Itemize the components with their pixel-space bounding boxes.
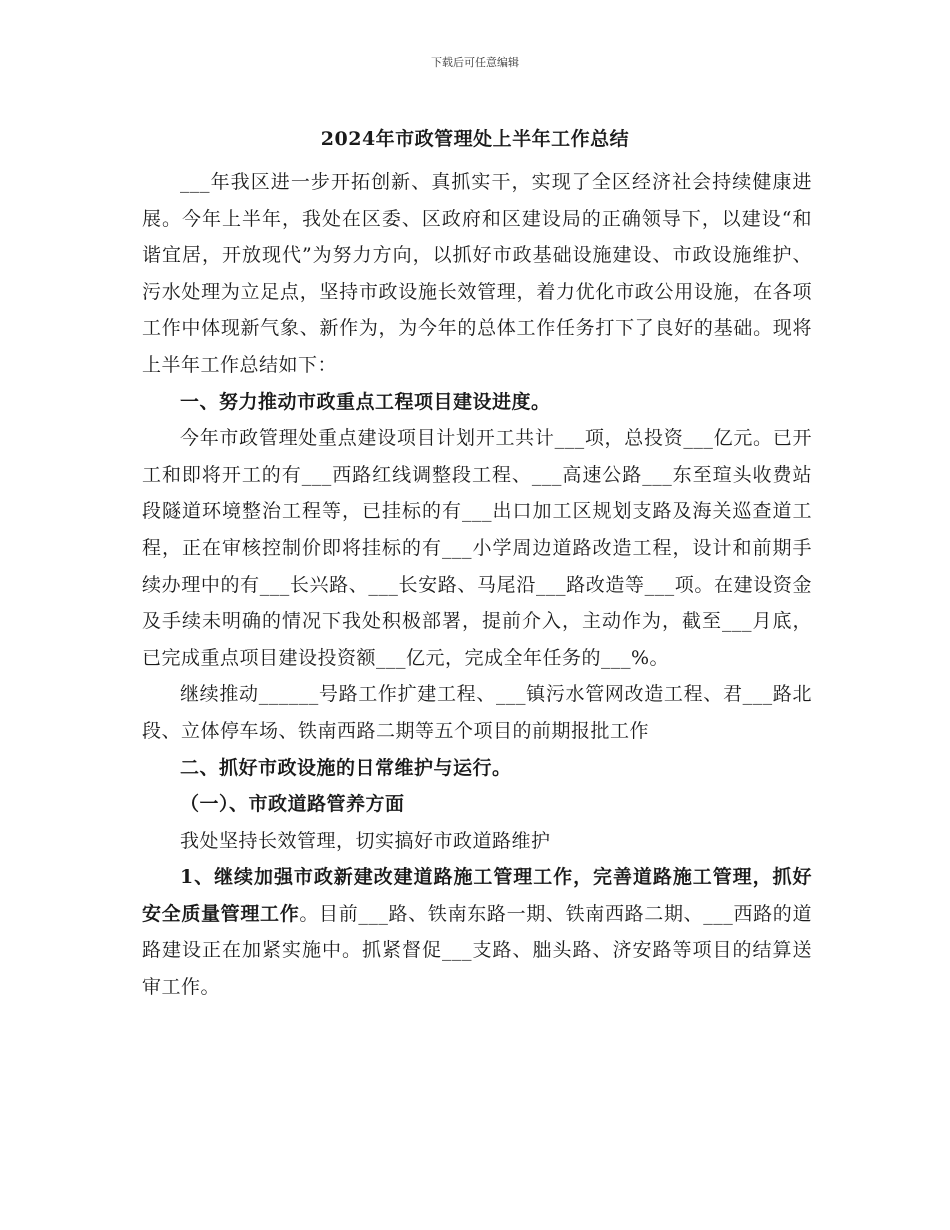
item-1-rest: 。目前___路、铁南东路一期、铁南西路二期、___西路的道路建设正在加紧实施中。抓紧督促___支路、胐头路、济安路等项目的结算送审工作。 [142, 902, 812, 999]
document-body [142, 164, 812, 1006]
paragraph-preliminary-approval: 继续推动______号路工作扩建工程、___镇污水管网改造工程、君___路北段、立体停车场、铁南西路二期等五个项目的前期报批工作 [142, 683, 812, 742]
item-1-lead: 1、继续加强市政新建改建道路施工管理工作，完善道路施工管理，抓好安全质量管理工作 [142, 866, 812, 925]
header-note: 下载后可任意编辑 [431, 56, 519, 69]
subsection-heading-road-maintenance: （一）、市政道路管养方面 [180, 793, 405, 816]
paragraph-intro: ___年我区进一步开拓创新、真抓实干，实现了全区经济社会持续健康进展。今年上半年，我处在区委、区政府和区建设局的正确领导下，以建设“和谐宜居，开放现代”为努力方向，以抓好市政基础设施建设、市政设施维护、污水处理为立足点，坚持市政设施长效管理，着力优化市政公用设施，在各项工作中体现新气象、新作为，为今年的总体工作任务打下了良好的基础。现将上半年工作总结如下： [142, 171, 812, 376]
paragraph-long-term-management: 我处坚持长效管理，切实搞好市政道路维护 [180, 829, 551, 852]
document-title: 2024年市政管理处上半年工作总结 [320, 128, 630, 150]
paragraph-item-1 [142, 859, 812, 1005]
section-heading-2: 二、抓好市政设施的日常维护与运行。 [180, 756, 512, 779]
section-heading-1: 一、努力推动市政重点工程项目建设进度。 [180, 390, 551, 413]
paragraph-key-projects: 今年市政管理处重点建设项目计划开工共计___项，总投资___亿元。已开工和即将开工的有___西路红线调整段工程、___高速公路___东至瑄头收费站段隧道环境整治工程等，已挂标的有___出口加工区规划支路及海关巡查道工程，正在审核控制价即将挂标的有___小学周边道路改造工程，设计和前期手续办理中的有___长兴路、___长安路、马尾沿___路改造等___项。在建设资金及手续未明确的情况下我处积极部署，提前介入，主动作为，截至___月底，已完成重点项目建设投资额___亿元，完成全年任务的___%。 [142, 427, 812, 669]
